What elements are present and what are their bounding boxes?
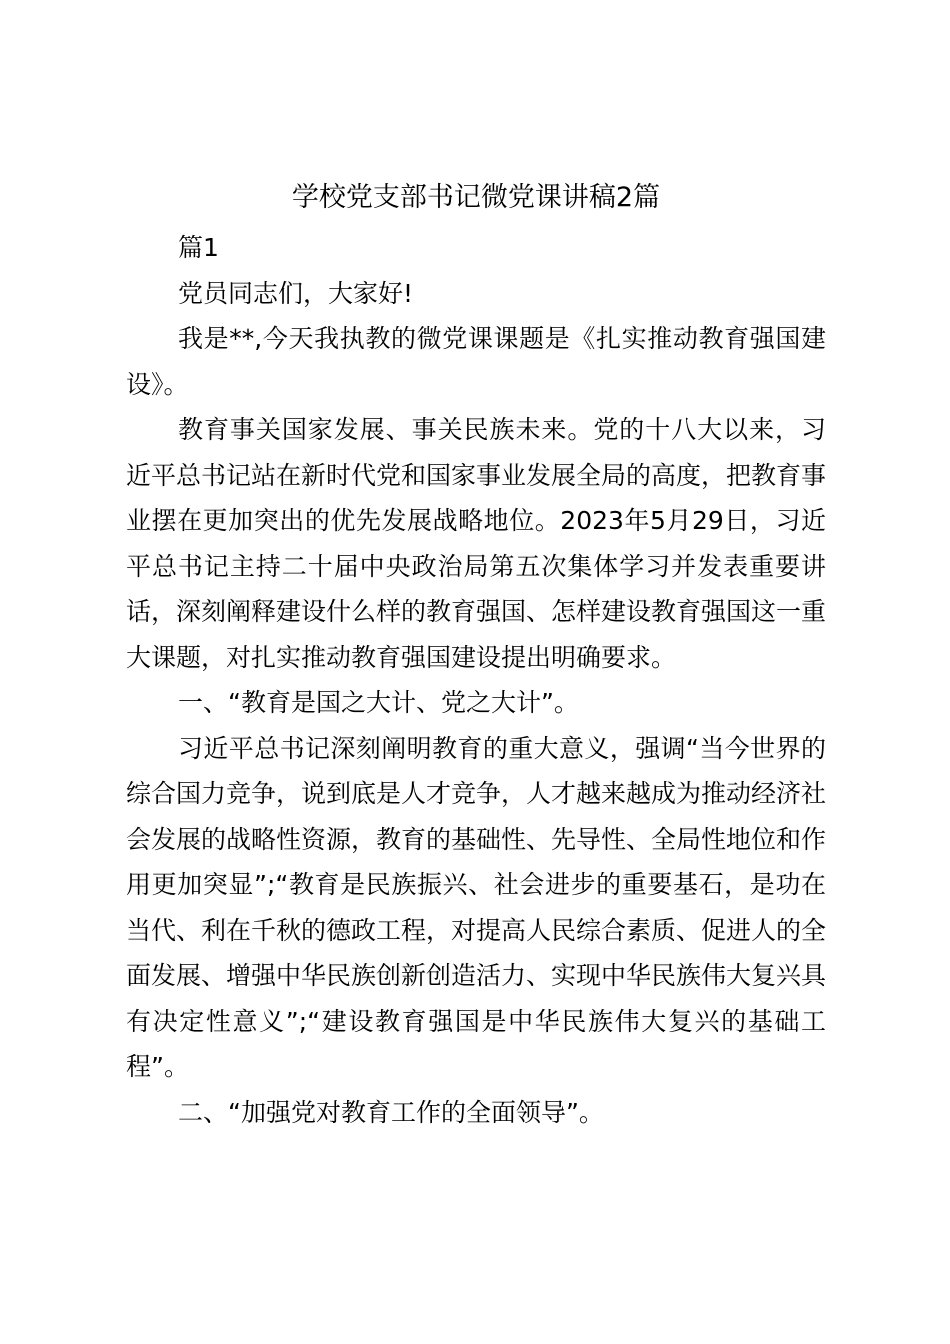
heading-section-two: 二、“加强党对教育工作的全面领导”。 bbox=[178, 1097, 604, 1127]
paragraph-intro: 我是**,今天我执教的微党课课题是《扎实推动教育强国建设》。 bbox=[126, 324, 826, 399]
heading-section-one: 一、“教育是国之大计、党之大计”。 bbox=[178, 688, 579, 717]
paragraph-significance: 习近平总书记深刻阐明教育的重大意义，强调“当今世界的综合国力竞争，说到底是人才竞争，人才越来越成为推动经济社会发展的战略性资源，教育的基础性、先导性、全局性地位和作用更加突显”;“教育是民族振兴、社会进步的重要基石，是功在当代、利在千秋的德政工程，对提高人民综合素质、促进人的全面发展、增强中华民族创新创造活力、实现中华民族伟大复兴具有决定性意义”;“建设教育强国是中华民族伟大复兴的基础工程”。 bbox=[126, 733, 827, 1081]
paragraph-greeting: 党员同志们，大家好! bbox=[178, 278, 414, 308]
paragraph-background: 教育事关国家发展、事关民族未来。党的十八大以来，习近平总书记站在新时代党和国家事业发展全局的高度，把教育事业摆在更加突出的优先发展战略地位。2023年5月29日，习近平总书记主持二十届中央政治局第五次集体学习并发表重要讲话，深刻阐释建设什么样的教育强国、怎样建设教育强国这一重大课题，对扎实推动教育强国建设提出明确要求。 bbox=[126, 415, 827, 672]
paragraph-section-label: 篇1 bbox=[178, 233, 219, 262]
document-title: 学校党支部书记微党课讲稿2篇 bbox=[291, 182, 661, 213]
document-page bbox=[126, 172, 826, 1135]
